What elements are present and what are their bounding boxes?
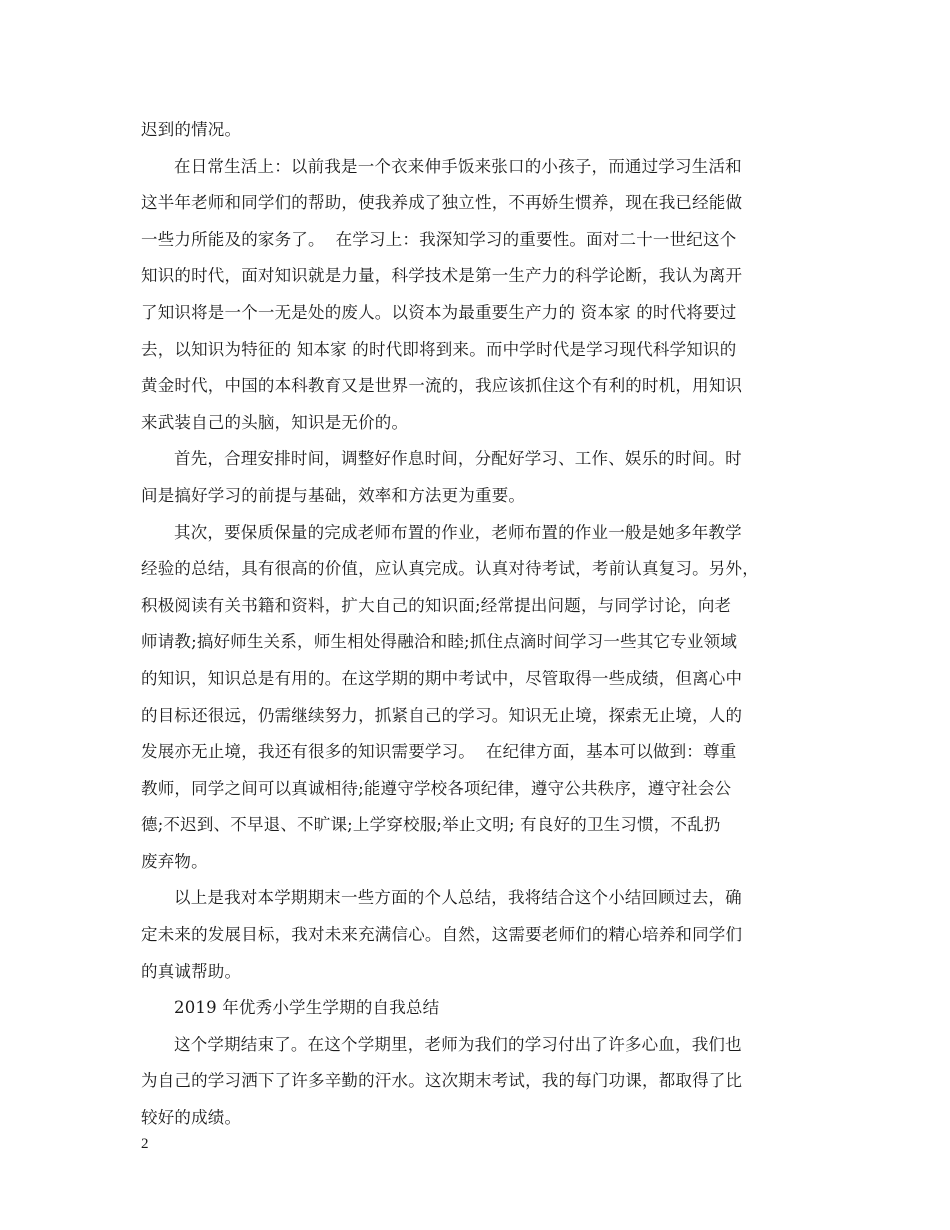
text-line: 来武装自己的头脑，知识是无价的。 — [141, 412, 409, 432]
text-line: 的知识，知识总是有用的。在这学期的期中考试中，尽管取得一些成绩，但离心中 — [141, 668, 743, 688]
document-body — [141, 112, 813, 1137]
text-line: 这个学期结束了。在这个学期里，老师为我们的学习付出了许多心血，我们也 — [174, 1034, 742, 1054]
text-line: 在日常生活上：以前我是一个衣来伸手饭来张口的小孩子，而通过学习生活和 — [174, 156, 742, 176]
text-line: 知识的时代，面对知识就是力量，科学技术是第一生产力的科学论断，我认为离开 — [141, 266, 743, 286]
text-line: 师请教;搞好师生关系，师生相处得融洽和睦;抓住点滴时间学习一些其它专业领域 — [141, 632, 738, 652]
text-line: 定未来的发展目标，我对未来充满信心。自然，这需要老师们的精心培养和同学们 — [141, 925, 743, 945]
text-line: 教师，同学之间可以真诚相待;能遵守学校各项纪律，遵守公共秩序，遵守社会公 — [141, 778, 732, 798]
text-line: 首先，合理安排时间，调整好作息时间，分配好学习、工作、娱乐的时间。时 — [174, 449, 742, 469]
text-line: 了知识将是一个一无是处的废人。以资本为最重要生产力的 资本家 的时代将要过 — [141, 302, 737, 322]
text-line: 德;不迟到、不早退、不旷课;上学穿校服;举止文明; 有良好的卫生习惯，不乱扔 — [141, 815, 721, 835]
text-line: 发展亦无止境，我还有很多的知识需要学习。 在纪律方面，基本可以做到：尊重 — [141, 742, 737, 762]
text-line: 迟到的情况。 — [141, 120, 242, 139]
text-line: 其次，要保质保量的完成老师布置的作业，老师布置的作业一般是她多年教学 — [174, 522, 742, 542]
text-line: 间是搞好学习的前提与基础，效率和方法更为重要。 — [141, 485, 526, 505]
text-line: 一些力所能及的家务了。 在学习上：我深知学习的重要性。面对二十一世纪这个 — [141, 229, 737, 249]
text-line: 为自己的学习洒下了许多辛勤的汗水。这次期末考试，我的每门功课，都取得了比 — [141, 1071, 743, 1091]
text-line: 的真诚帮助。 — [141, 961, 242, 981]
text-line: 黄金时代，中国的本科教育又是世界一流的，我应该抓住这个有利的时机，用知识 — [141, 376, 743, 396]
text-line: 以上是我对本学期期末一些方面的个人总结，我将结合这个小结回顾过去，确 — [174, 888, 742, 908]
text-line: 废弃物。 — [141, 851, 208, 871]
page-number: 2 — [141, 1136, 149, 1152]
text-line: 的目标还很远，仍需继续努力，抓紧自己的学习。知识无止境，探索无止境，人的 — [141, 705, 743, 725]
text-line: 这半年老师和同学们的帮助，使我养成了独立性，不再娇生惯养，现在我已经能做 — [141, 193, 743, 213]
section-title: 2019 年优秀小学生学期的自我总结 — [174, 998, 440, 1018]
text-line: 积极阅读有关书籍和资料，扩大自己的知识面;经常提出问题，与同学讨论，向老 — [141, 595, 732, 615]
text-line: 去，以知识为特征的 知本家 的时代即将到来。而中学时代是学习现代科学知识的 — [141, 339, 737, 359]
text-line: 较好的成绩。 — [141, 1108, 242, 1128]
text-line: 经验的总结，具有很高的价值，应认真完成。认真对待考试，考前认真复习。另外， — [141, 559, 759, 579]
